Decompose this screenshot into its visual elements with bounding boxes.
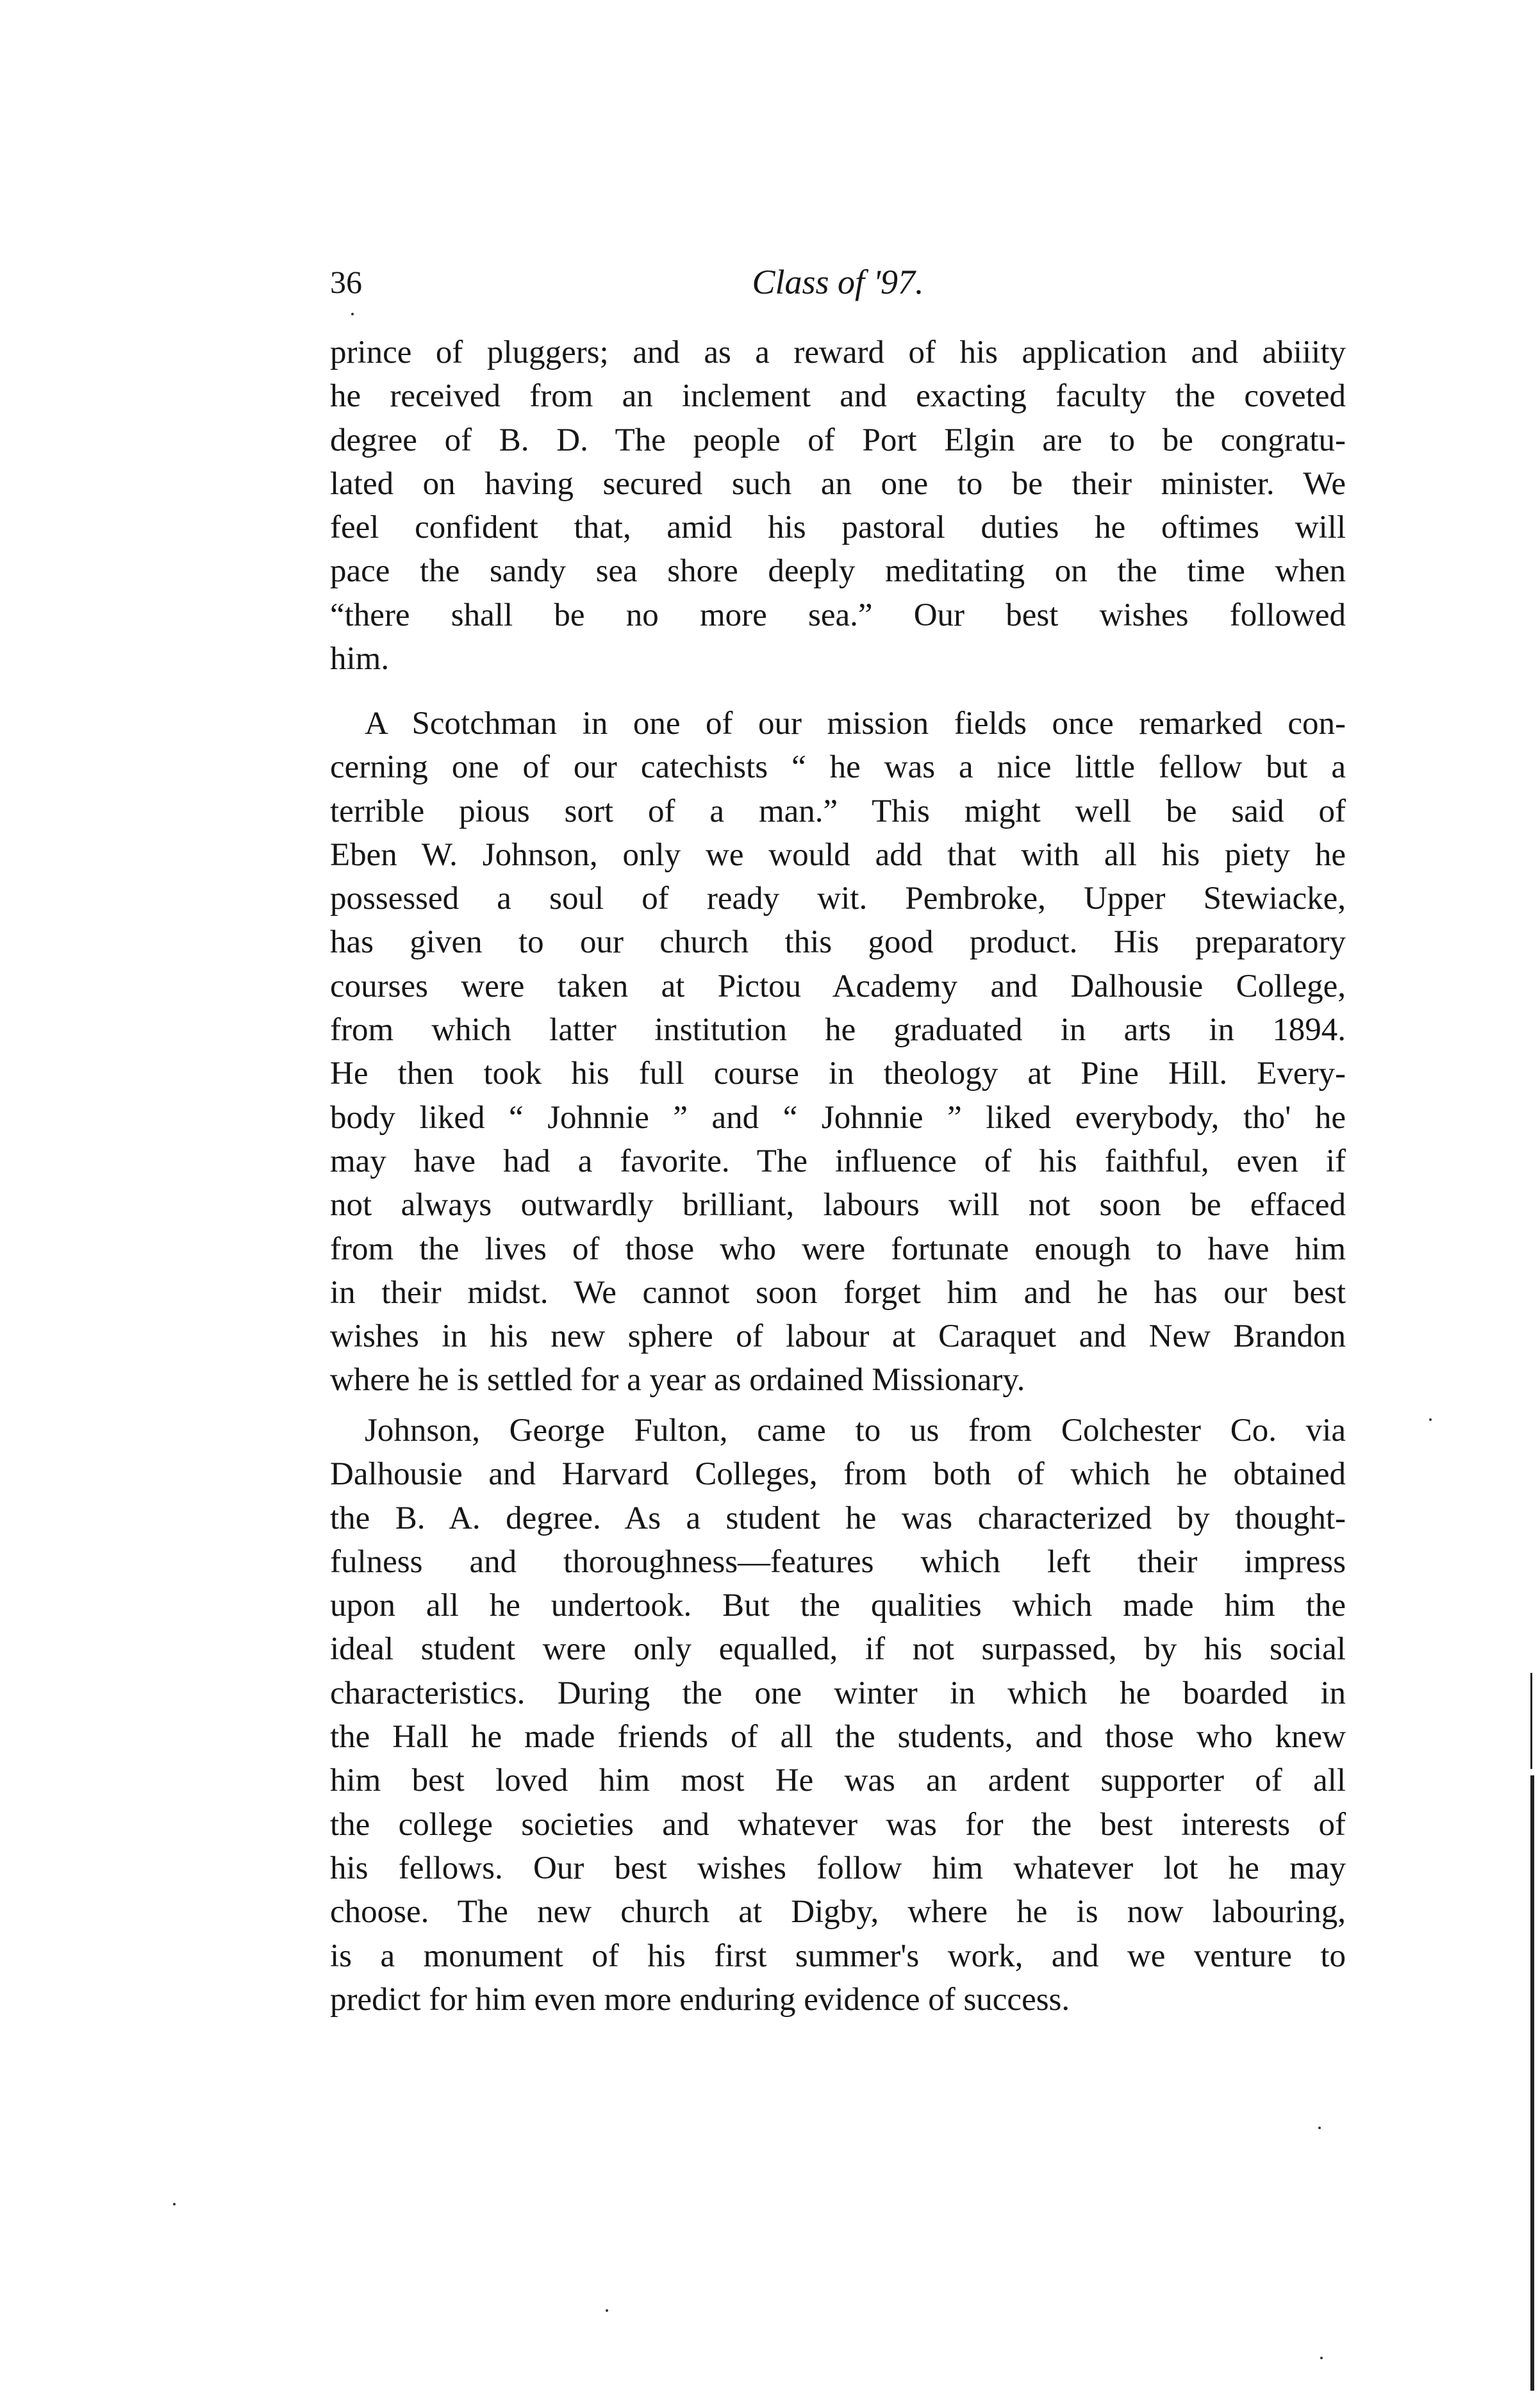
scan-speck: [351, 313, 354, 315]
text-line: ideal student were only equalled, if not surpassed, by his social: [330, 1631, 1346, 1668]
text-line: where he is settled for a year as ordained Missionary.: [330, 1362, 1025, 1399]
text-line: he received from an inclement and exacting faculty the coveted: [330, 378, 1346, 415]
text-line: He then took his full course in theology at Pine Hill. Every-: [330, 1056, 1346, 1092]
text-line: Dalhousie and Harvard Colleges, from both of which he obtained: [330, 1456, 1346, 1493]
scan-edge-mark: [1530, 1775, 1534, 2391]
page-header: [330, 253, 1346, 311]
scan-speck: [606, 2309, 608, 2312]
text-line: “there shall be no more sea.” Our best wishes followed: [330, 597, 1346, 633]
text-line: terrible pious sort of a man.” This might well be said of: [330, 793, 1346, 829]
text-line: has given to our church this good product. His preparatory: [330, 924, 1346, 961]
text-line: the B. A. degree. As a student he was characterized by thought-: [330, 1500, 1346, 1536]
text-line: may have had a favorite. The influence of his faithful, even if: [330, 1143, 1346, 1179]
text-line: prince of pluggers; and as a reward of his application and abiiity: [330, 335, 1346, 370]
text-line: cerning one of our catechists “ he was a nice little fellow but a: [330, 749, 1346, 786]
text-line: in their midst. We cannot soon forget him and he has our best: [330, 1274, 1346, 1311]
text-line: not always outwardly brilliant, labours will not soon be effaced: [330, 1187, 1346, 1224]
text-line: fulness and thoroughness—features which left their impress: [330, 1543, 1346, 1580]
text-line: Johnson, George Fulton, came to us from Colchester Co. via: [365, 1413, 1346, 1449]
scan-speck: [173, 2203, 176, 2205]
text-line: the college societies and whatever was for the best interests of: [330, 1806, 1346, 1843]
text-line: him best loved him most He was an ardent supporter of all: [330, 1763, 1346, 1799]
text-line: Eben W. Johnson, only we would add that with all his piety he: [330, 836, 1346, 873]
text-line: A Scotchman in one of our mission fields once remarked con-: [365, 706, 1346, 742]
paragraph-3: [330, 1409, 1346, 2021]
text-line: body liked “ Johnnie ” and “ Johnnie ” liked everybody, tho' he: [330, 1099, 1346, 1136]
text-line: him.: [330, 641, 390, 677]
text-line: characteristics. During the one winter in which he boarded in: [330, 1675, 1346, 1711]
text-line: degree of B. D. The people of Port Elgin are to be congratu-: [330, 422, 1346, 458]
text-line: from which latter institution he graduated in arts in 1894.: [330, 1012, 1346, 1049]
text-line: his fellows. Our best wishes follow him whatever lot he may: [330, 1850, 1346, 1886]
text-line: possessed a soul of ready wit. Pembroke, Upper Stewiacke,: [330, 881, 1346, 917]
running-title: Class of '97.: [752, 263, 924, 301]
text-line: pace the sandy sea shore deeply meditating on the time when: [330, 553, 1346, 590]
text-line: courses were taken at Pictou Academy and Dalhousie College,: [330, 968, 1346, 1004]
page-number: 36: [330, 264, 362, 300]
text-line: feel confident that, amid his pastoral duties he oftimes will: [330, 510, 1346, 546]
text-line: the Hall he made friends of all the students, and those who knew: [330, 1719, 1346, 1756]
text-line: choose. The new church at Digby, where he is now labouring,: [330, 1894, 1346, 1930]
scan-speck: [1320, 2357, 1323, 2359]
text-line: upon all he undertook. But the qualities which made him the: [330, 1588, 1346, 1624]
text-line: wishes in his new sphere of labour at Caraquet and New Brandon: [330, 1318, 1346, 1355]
text-line: predict for him even more enduring evidence of success.: [330, 1981, 1070, 2018]
text-line: from the lives of those who were fortunate enough to have him: [330, 1231, 1346, 1267]
scan-speck: [1429, 1418, 1432, 1421]
text-line: is a monument of his first summer's work, and we venture to: [330, 1938, 1346, 1974]
text-line: lated on having secured such an one to be their minister. We: [330, 465, 1346, 502]
scan-speck: [1318, 2127, 1321, 2129]
paragraph-2: [330, 702, 1346, 1402]
paragraph-1: [330, 331, 1346, 681]
scan-edge-mark: [1530, 1673, 1532, 1769]
